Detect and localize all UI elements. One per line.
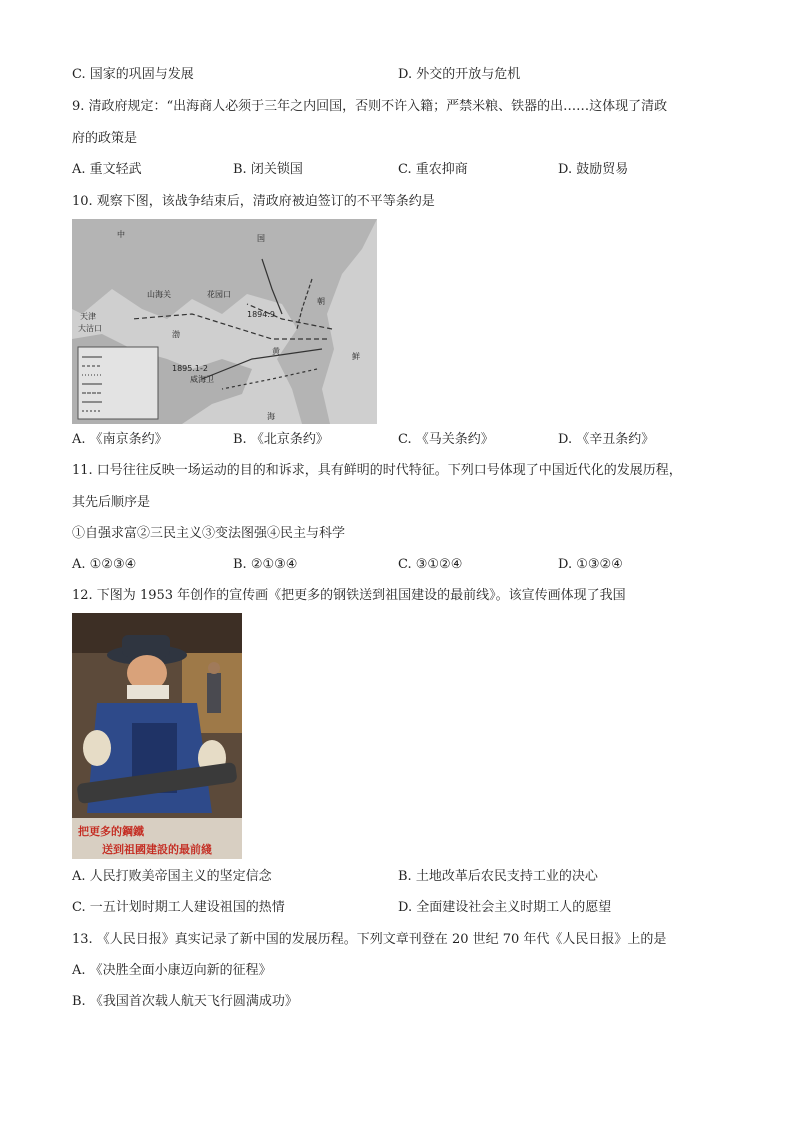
map-label-tianjin: 天津: [80, 312, 96, 321]
q12-stem: 12. 下图为 1953 年创作的宣传画《把更多的钢铁送到祖国建设的最前线》。该宣传画体现了我国: [72, 588, 626, 603]
background-worker: [207, 673, 221, 713]
map-label-shanhaiguan: 山海关: [147, 290, 171, 299]
worker-left-glove: [83, 730, 111, 766]
propaganda-poster-figure: [72, 613, 242, 859]
q13-option-b: B. 《我国首次载人航天飞行圆满成功》: [72, 994, 298, 1009]
map-label-huayuankou: 花园口: [207, 290, 231, 299]
map-label-xian: 鲜: [352, 352, 360, 361]
q12-option-d: D. 全面建设社会主义时期工人的愿望: [398, 900, 612, 915]
map-label-weihaiwei: 威海卫: [190, 375, 214, 384]
war-map-figure: [72, 219, 377, 424]
background-worker-head: [208, 662, 220, 674]
q9-stem-line1: 9. 清政府规定：“出海商人必须于三年之内回国，否则不许入籍；严禁米粮、铁器的出……这体现了清政: [72, 99, 668, 114]
q11-stem-line2: 其先后顺序是: [72, 495, 151, 510]
q9-stem-line2: 府的政策是: [72, 131, 138, 146]
q12-option-b: B. 土地改革后农民支持工业的决心: [398, 869, 598, 884]
q12-option-a: A. 人民打败美帝国主义的坚定信念: [72, 869, 272, 884]
q9-option-d: D. 鼓励贸易: [558, 162, 629, 177]
q9-option-b: B. 闭关锁国: [233, 162, 303, 177]
q9-option-a: A. 重文轻武: [72, 162, 142, 177]
q11-stem-line1: 11. 口号往往反映一场运动的目的和诉求，具有鲜明的时代特征。下列口号体现了中国近代化的发展历程，: [72, 463, 682, 478]
poster-svg: [72, 613, 242, 859]
worker-scarf: [127, 685, 169, 699]
map-label-korea: 朝: [317, 297, 325, 306]
q10-option-c: C. 《马关条约》: [398, 432, 494, 447]
q11-option-c: C. ③①②④: [398, 557, 463, 572]
worker-hat: [122, 635, 170, 657]
q12-option-c: C. 一五计划时期工人建设祖国的热情: [72, 900, 285, 915]
poster-caption-line1: 把更多的鋼鐵: [78, 825, 144, 838]
war-map-svg: [72, 219, 377, 424]
q10-option-a: A. 《南京条约》: [72, 432, 168, 447]
map-label-bohai: 渤: [172, 330, 180, 339]
map-label-year-1: 1894.9: [247, 310, 275, 319]
q11-option-d: D. ①③②④: [558, 557, 623, 572]
map-label-guo: 国: [257, 234, 265, 243]
map-label-huang: 黄: [272, 347, 280, 356]
q10-stem: 10. 观察下图，该战争结束后，清政府被迫签订的不平等条约是: [72, 194, 435, 209]
q11-option-a: A. ①②③④: [72, 557, 137, 572]
map-label-year-2: 1895.1-2: [172, 364, 208, 373]
map-label-hai: 海: [267, 412, 275, 421]
map-legend: [78, 347, 158, 419]
q13-option-a: A. 《决胜全面小康迈向新的征程》: [72, 963, 272, 978]
q9-option-c: C. 重农抑商: [398, 162, 468, 177]
q8-option-d: D. 外交的开放与危机: [398, 67, 521, 82]
q8-option-c: C. 国家的巩固与发展: [72, 67, 194, 82]
map-label-china: 中: [117, 230, 125, 239]
poster-caption-line2: 送到祖國建設的最前綫: [102, 843, 212, 856]
q11-items: ①自强求富②三民主义③变法图强④民主与科学: [72, 526, 346, 541]
q10-option-b: B. 《北京条约》: [233, 432, 329, 447]
q13-stem: 13. 《人民日报》真实记录了新中国的发展历程。下列文章刊登在 20 世纪 70 年代《人民日报》上的是: [72, 932, 667, 947]
q11-option-b: B. ②①③④: [233, 557, 298, 572]
map-label-dagukou: 大沽口: [78, 324, 102, 333]
q10-option-d: D. 《辛丑条约》: [558, 432, 655, 447]
